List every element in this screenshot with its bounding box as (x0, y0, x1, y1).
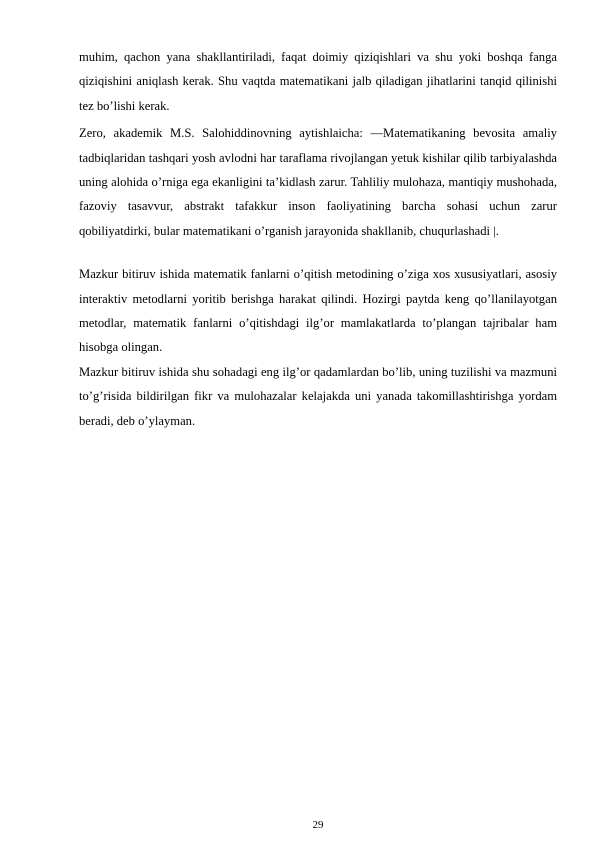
page-number: 29 (312, 819, 324, 831)
paragraph-4: Mazkur bitiruv ishida shu sohadagi eng ilg’or qadamlardan bo’lib, uning tuzilishi va mazmuni to’g’risida bildirilgan fikr va mulohazalar kelajakda uni yanada takomillashtirishga yordam beradi, deb o’ylayman. (79, 364, 557, 428)
body-text (79, 45, 557, 433)
paragraph-3: Mazkur bitiruv ishida matematik fanlarni o’qitish metodining o’ziga xos xususiyatlari, asosiy interaktiv metodlarni yoritib berishga harakat qilindi. Hozirgi paytda keng qo’llanilayotgan metodlar, matematik fanlarni o’qitishdagi ilg’or mamlakatlarda to’plangan tajribalar ham hisobga olingan. (79, 267, 557, 355)
paragraph-2: Zero, akademik M.S. Salohiddinovning aytishlaicha: ―Matematikaning bevosita amaliy tadbiqlaridan tashqari yosh avlodni har taraflama rivojlangan yetuk kishilar qilib tarbiyalashda uning alohida o’rniga ega ekanligini ta’kidlash zarur. Tahliliy mulohaza, mantiqiy mushohada, fazoviy tasavvur, abstrakt tafakkur inson faoliyatining barcha sohasi uchun zarur qobiliyatdirki, bular matematikani o’rganish jarayonida shakllanib, chuqurlashadi |. (79, 126, 557, 238)
paragraph-1: muhim, qachon yana shakllantiriladi, faqat doimiy qiziqishlari va shu yoki boshqa fanga qiziqishini aniqlash kerak. Shu vaqtda matematikani jalb qiladigan jihatlarini tanqid qilinishi tez bo’lishi kerak. (79, 50, 557, 113)
